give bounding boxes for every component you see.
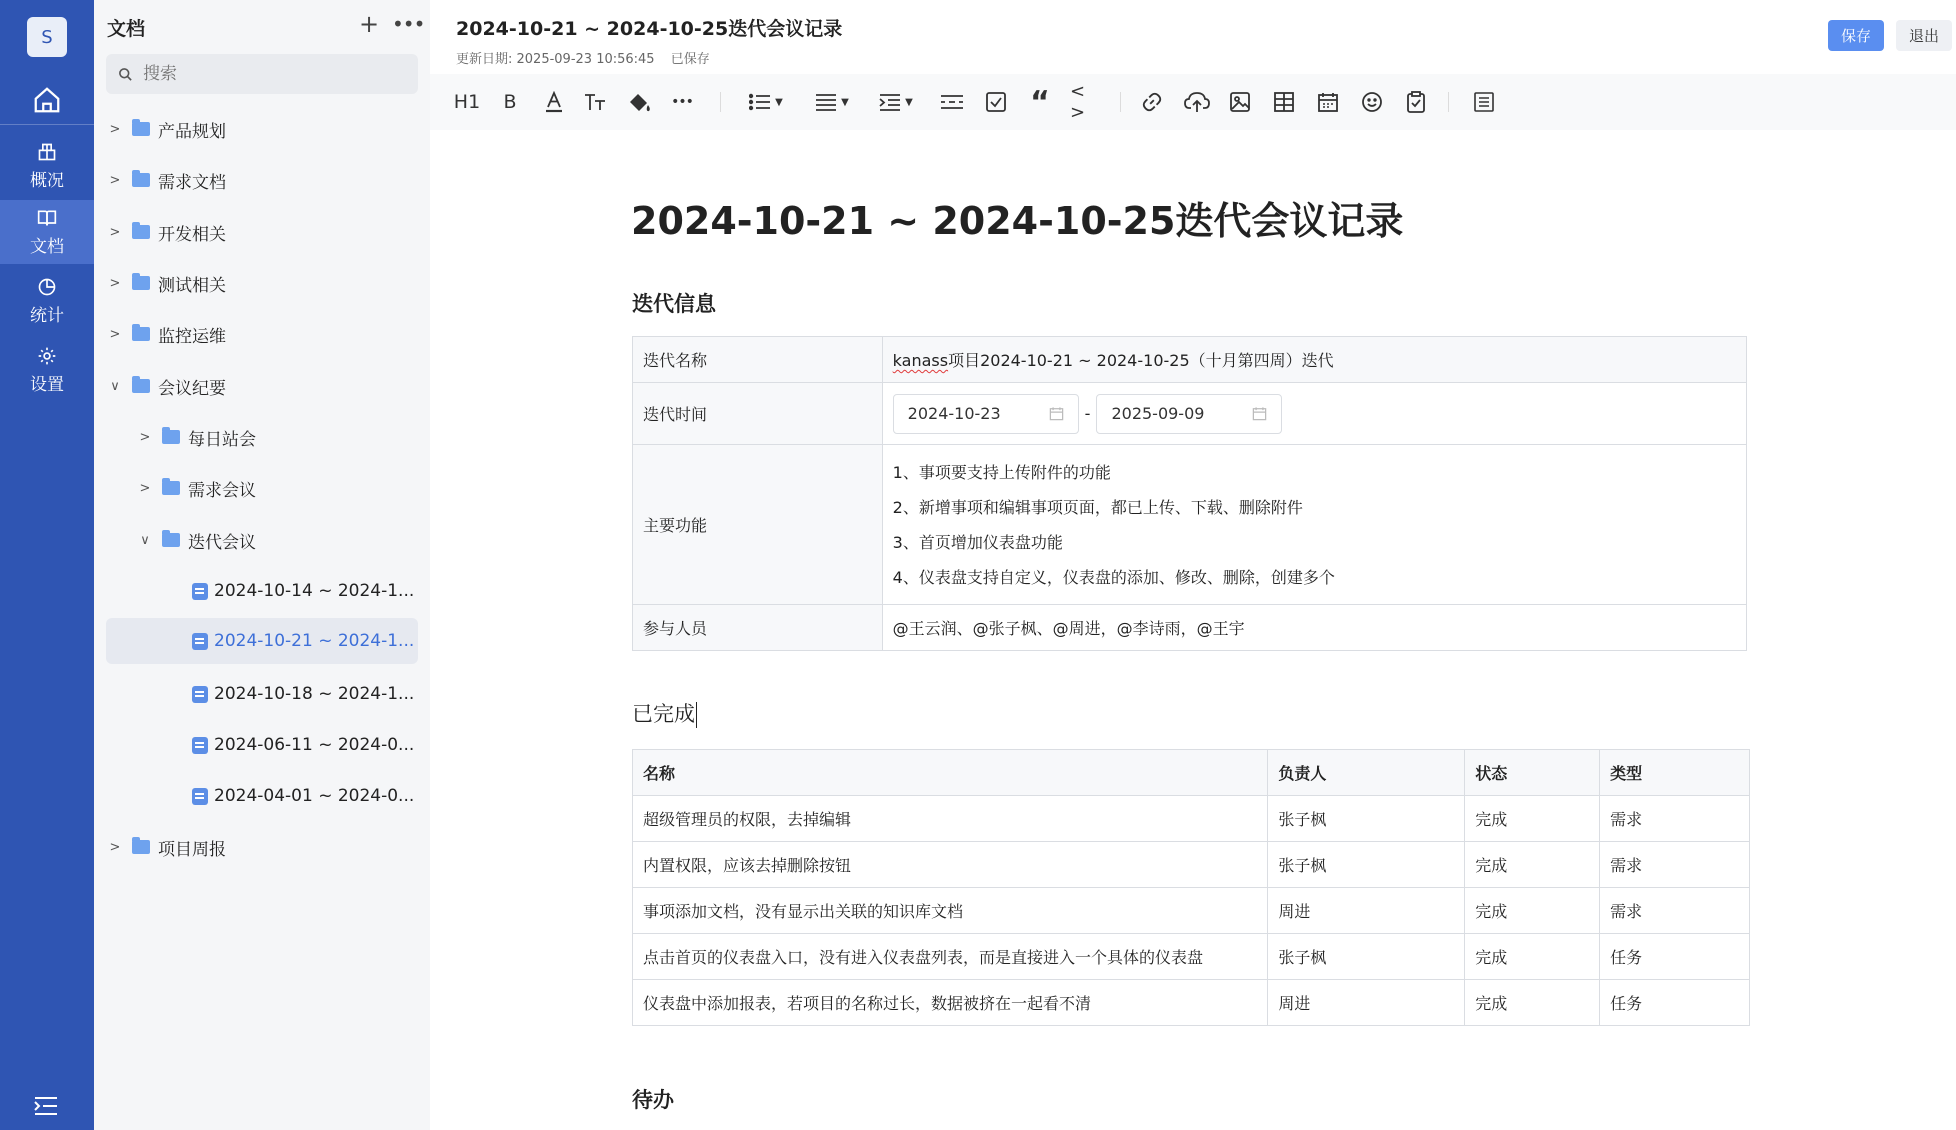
rail-label: 概况: [30, 170, 64, 191]
table-cell[interactable]: 需求: [1600, 842, 1750, 888]
indent-icon: [879, 92, 901, 112]
tree-node-label: 需求会议: [188, 480, 256, 501]
column-header[interactable]: 状态: [1465, 750, 1600, 796]
table-cell[interactable]: 需求: [1600, 796, 1750, 842]
outline-icon: [1473, 91, 1495, 113]
link-icon: [1141, 91, 1163, 113]
table-header-row: [633, 750, 1750, 796]
tree-folder-ops[interactable]: [106, 314, 418, 354]
tree-node-label: 需求文档: [158, 172, 226, 193]
search-icon: [118, 67, 133, 82]
column-header[interactable]: 类型: [1600, 750, 1750, 796]
table-row: [633, 383, 1747, 445]
tree-node-label: 项目周报: [158, 839, 226, 860]
tree-node-label: 产品规划: [158, 121, 226, 142]
tree-node-label: 2024-04-01 ~ 2024-0...: [214, 786, 415, 806]
section-heading-info: 迭代信息: [632, 292, 716, 316]
table-cell[interactable]: 迭代名称: [633, 337, 883, 383]
doc-header: [430, 0, 1956, 72]
column-header[interactable]: 名称: [633, 750, 1268, 796]
tree-node-label: 2024-10-21 ~ 2024-1...: [214, 631, 415, 651]
date-button[interactable]: [1314, 86, 1342, 118]
menu-collapse-icon: [33, 1095, 59, 1117]
folder-icon: [162, 430, 180, 444]
calendar-icon: [1049, 406, 1064, 421]
tree-folder-meetings[interactable]: [106, 366, 418, 406]
end-date-value: 2025-09-09: [1111, 404, 1205, 423]
font-size-button[interactable]: [580, 86, 610, 118]
caret-down-icon: ▼: [775, 96, 783, 108]
tree-node-label: 开发相关: [158, 224, 226, 245]
tree-node-label: 2024-06-11 ~ 2024-0...: [214, 735, 415, 755]
tree-node-label: 会议纪要: [158, 378, 226, 399]
tree-node-label: 2024-10-18 ~ 2024-1...: [214, 684, 415, 704]
save-button[interactable]: 保存: [1828, 20, 1884, 51]
more-icon: •••: [671, 94, 693, 110]
tree-folder-iteration-meeting[interactable]: [136, 520, 418, 560]
tree-node-label: 2024-10-14 ~ 2024-1...: [214, 581, 415, 601]
emoji-icon: [1361, 91, 1383, 113]
tree-node-label: 每日站会: [188, 429, 256, 450]
folder-icon: [132, 327, 150, 341]
start-date-value: 2024-10-23: [907, 404, 1001, 423]
emoji-button[interactable]: [1358, 86, 1386, 118]
tree-node-label: 迭代会议: [188, 532, 256, 553]
section-heading-todo: 待办: [632, 1088, 674, 1112]
tree-node-label: 测试相关: [158, 275, 226, 296]
table-cell[interactable]: 内置权限，应该去掉删除按钮: [633, 842, 1268, 888]
table-cell[interactable]: 完成: [1465, 796, 1600, 842]
table-cell[interactable]: 事项添加文档，没有显示出关联的知识库文档: [633, 888, 1268, 934]
user-avatar[interactable]: S: [27, 17, 67, 57]
chevron-right-icon: >: [139, 429, 151, 445]
search-box[interactable]: [106, 54, 418, 94]
home-icon: [32, 85, 62, 115]
rail-item-overview[interactable]: [0, 134, 94, 198]
table-row: [633, 796, 1750, 842]
table-cell[interactable]: [882, 383, 1746, 445]
table-icon: [1273, 91, 1295, 113]
tree-doc-item[interactable]: [106, 571, 418, 611]
table-cell[interactable]: 任务: [1600, 934, 1750, 980]
checklist-button[interactable]: [982, 86, 1010, 118]
table-cell[interactable]: 完成: [1465, 888, 1600, 934]
document-icon: [192, 583, 208, 600]
plus-icon: +: [359, 10, 380, 38]
table-cell[interactable]: 仪表盘中添加报表，若项目的名称过长，数据被挤在一起看不清: [633, 980, 1268, 1026]
table-cell[interactable]: 完成: [1465, 980, 1600, 1026]
table-button[interactable]: [1270, 86, 1298, 118]
indent-button[interactable]: [874, 86, 918, 118]
table-cell[interactable]: 任务: [1600, 980, 1750, 1026]
table-cell[interactable]: 周进: [1268, 888, 1465, 934]
chevron-right-icon: >: [109, 121, 121, 137]
quote-icon: “: [1030, 84, 1050, 120]
heading-button[interactable]: [452, 86, 482, 118]
feature-item: 2、新增事项和编辑事项页面，都已上传、下载、删除附件: [892, 497, 1303, 517]
chevron-down-icon: ∨: [110, 378, 120, 394]
chevron-right-icon: >: [109, 224, 121, 240]
table-cell[interactable]: 周进: [1268, 980, 1465, 1026]
divider-line-button[interactable]: [938, 86, 966, 118]
horizontal-rule-icon: [940, 93, 964, 111]
toolbar-divider: [1448, 92, 1449, 112]
chevron-right-icon: >: [109, 326, 121, 342]
table-row: [633, 888, 1750, 934]
table-cell[interactable]: 超级管理员的权限，去掉编辑: [633, 796, 1268, 842]
template-button[interactable]: [1402, 86, 1430, 118]
tree-doc-item[interactable]: [106, 776, 418, 816]
more-format-button[interactable]: [668, 86, 696, 118]
code-icon: < >: [1070, 81, 1086, 123]
tree-folder-req-meeting[interactable]: [136, 468, 418, 508]
feature-item: 1、事项要支持上传附件的功能: [892, 462, 1111, 482]
completed-table: [632, 749, 1750, 1026]
caret-down-icon: ▼: [841, 96, 849, 108]
folder-icon: [132, 379, 150, 393]
date-separator: -: [1084, 404, 1091, 423]
image-button[interactable]: [1226, 86, 1254, 118]
table-cell[interactable]: @王云润、@张子枫、@周进，@李诗雨，@王宇: [882, 605, 1746, 651]
quote-button[interactable]: [1026, 86, 1054, 118]
iteration-info-table: [632, 336, 1747, 651]
calendar-icon: [1317, 91, 1339, 113]
overview-icon: [37, 142, 57, 162]
checkbox-icon: [985, 91, 1007, 113]
home-button[interactable]: [0, 74, 94, 126]
app-rail: [0, 0, 94, 1130]
iteration-name: 项目2024-10-21 ~ 2024-10-25（十月第四周）迭代: [948, 351, 1334, 370]
caret-down-icon: ▼: [905, 96, 913, 108]
doc-meta: [456, 48, 722, 67]
align-icon: [815, 92, 837, 112]
end-date-picker[interactable]: [1096, 394, 1282, 434]
heading-icon: H1: [453, 91, 481, 113]
table-row: [633, 842, 1750, 888]
table-cell[interactable]: 完成: [1465, 842, 1600, 888]
table-cell[interactable]: 需求: [1600, 888, 1750, 934]
table-cell[interactable]: 张子枫: [1268, 796, 1465, 842]
font-color-icon: [544, 91, 564, 113]
doc-tree-panel: [94, 0, 430, 1130]
updated-date: 更新日期: 2025-09-23 10:56:45: [456, 52, 655, 67]
folder-icon: [162, 481, 180, 495]
column-header[interactable]: 负责人: [1268, 750, 1465, 796]
table-row: [633, 605, 1747, 651]
rail-label: 设置: [30, 374, 64, 395]
section-heading-done[interactable]: [632, 698, 697, 728]
feature-item: 4、仪表盘支持自定义，仪表盘的添加、修改、删除，创建多个: [892, 567, 1335, 587]
tree-folder-product[interactable]: [106, 109, 418, 149]
tree-doc-item[interactable]: [106, 725, 418, 765]
rail-item-settings[interactable]: [0, 338, 94, 402]
spellcheck-word: kanass: [892, 351, 949, 370]
table-cell[interactable]: 张子枫: [1268, 934, 1465, 980]
document-icon: [192, 686, 208, 703]
feature-item: 3、首页增加仪表盘功能: [892, 532, 1063, 552]
calendar-icon: [1252, 406, 1267, 421]
cloud-upload-icon: [1184, 91, 1210, 113]
list-icon: [749, 92, 771, 112]
chevron-right-icon: >: [109, 839, 121, 855]
toolbar-divider: [720, 92, 721, 112]
doc-title: 2024-10-21 ~ 2024-10-25迭代会议记录: [631, 199, 1404, 243]
editor-toolbar: [430, 74, 1956, 130]
document-icon: [192, 788, 208, 805]
folder-icon: [132, 173, 150, 187]
tree-node-label: 监控运维: [158, 326, 226, 347]
font-color-button[interactable]: [540, 86, 568, 118]
chevron-right-icon: >: [139, 480, 151, 496]
list-button[interactable]: [744, 86, 788, 118]
editor-content[interactable]: [430, 130, 1956, 1130]
table-cell[interactable]: [882, 337, 1746, 383]
tree-folder-weekly[interactable]: [106, 827, 418, 867]
more-button[interactable]: [392, 12, 424, 36]
rail-divider: [0, 124, 94, 125]
tree-title: 文档: [107, 18, 146, 40]
table-cell[interactable]: 完成: [1465, 934, 1600, 980]
table-cell[interactable]: 参与人员: [633, 605, 883, 651]
section-heading-text: 已完成: [632, 702, 695, 726]
exit-button[interactable]: 退出: [1896, 20, 1952, 51]
font-size-icon: [583, 91, 607, 113]
rail-item-stats[interactable]: [0, 269, 94, 333]
folder-icon: [132, 122, 150, 136]
link-button[interactable]: [1138, 86, 1166, 118]
rail-label: 文档: [30, 236, 64, 257]
background-color-button[interactable]: [624, 86, 656, 118]
paint-bucket-icon: [627, 90, 653, 114]
tree-doc-item-selected[interactable]: [106, 618, 418, 664]
doc-header-title: 2024-10-21 ~ 2024-10-25迭代会议记录: [456, 18, 843, 40]
rail-label: 统计: [30, 305, 64, 326]
document-icon: [192, 633, 208, 650]
table-row: [633, 445, 1747, 605]
tree-folder-standup[interactable]: [136, 417, 418, 457]
chevron-right-icon: >: [109, 172, 121, 188]
table-cell[interactable]: 点击首页的仪表盘入口，没有进入仪表盘列表，而是直接进入一个具体的仪表盘: [633, 934, 1268, 980]
gear-icon: [37, 346, 57, 366]
table-cell[interactable]: 迭代时间: [633, 383, 883, 445]
table-row: [633, 934, 1750, 980]
more-icon: •••: [392, 12, 425, 36]
folder-icon: [162, 533, 180, 547]
code-button[interactable]: [1070, 81, 1102, 123]
pie-chart-icon: [37, 277, 57, 297]
folder-icon: [132, 840, 150, 854]
table-row: [633, 337, 1747, 383]
rail-item-docs[interactable]: [0, 200, 94, 264]
bold-button[interactable]: [496, 86, 524, 118]
tree-doc-item[interactable]: [106, 674, 418, 714]
upload-button[interactable]: [1182, 86, 1212, 118]
chevron-right-icon: >: [109, 275, 121, 291]
folder-icon: [132, 276, 150, 290]
save-status: 已保存: [670, 52, 710, 67]
toolbar-divider: [1120, 92, 1121, 112]
table-row: [633, 980, 1750, 1026]
table-cell[interactable]: [882, 445, 1746, 605]
start-date-picker[interactable]: [893, 394, 1079, 434]
search-input[interactable]: [143, 64, 383, 84]
folder-icon: [132, 225, 150, 239]
tree-folder-requirements[interactable]: [106, 160, 418, 200]
table-cell[interactable]: 主要功能: [633, 445, 883, 605]
image-icon: [1229, 91, 1251, 113]
tree-folder-test[interactable]: [106, 263, 418, 303]
date-range: [893, 394, 1736, 434]
add-doc-button[interactable]: [359, 12, 379, 36]
document-icon: [192, 737, 208, 754]
clipboard-check-icon: [1405, 91, 1427, 113]
collapse-menu-button[interactable]: [33, 1095, 59, 1121]
outline-button[interactable]: [1470, 86, 1498, 118]
tree-folder-dev[interactable]: [106, 212, 418, 252]
bold-icon: B: [503, 91, 517, 113]
align-button[interactable]: [810, 86, 854, 118]
text-cursor: [696, 702, 697, 728]
table-cell[interactable]: 张子枫: [1268, 842, 1465, 888]
chevron-down-icon: ∨: [140, 532, 150, 548]
book-icon: [37, 208, 57, 228]
